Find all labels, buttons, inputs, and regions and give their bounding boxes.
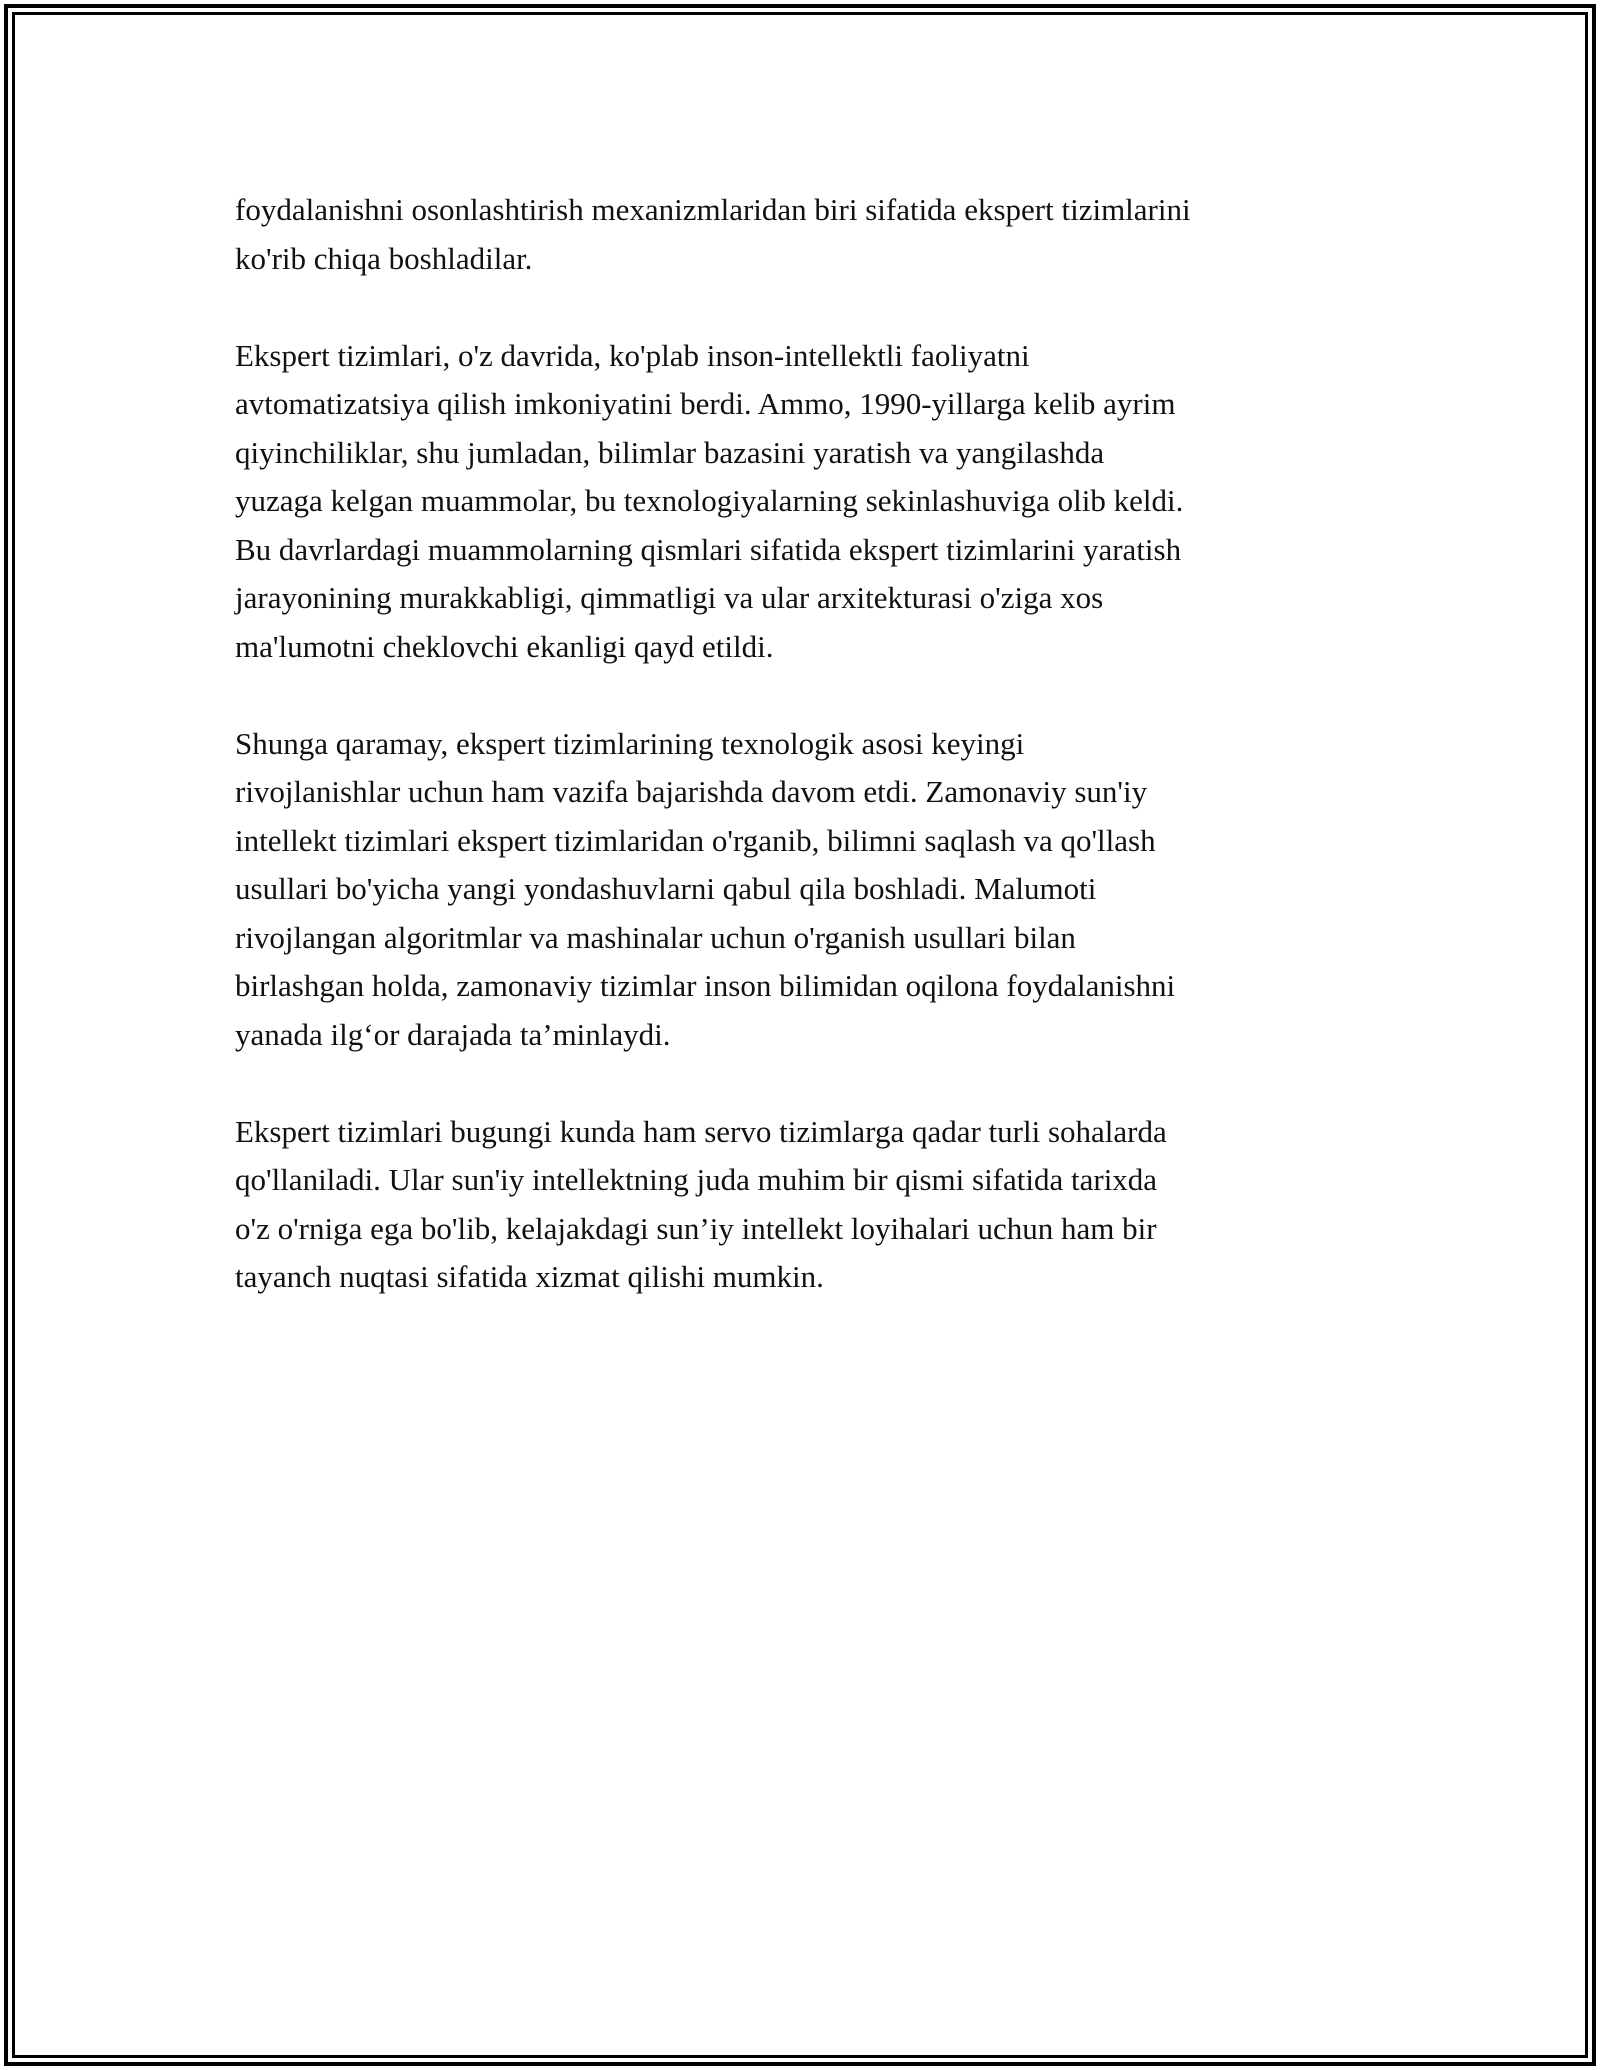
document-body <box>235 186 1385 1350</box>
paragraph: Ekspert tizimlari bugungi kunda ham servo tizimlarga qadar turli sohalarda qo'llaniladi. Ular sun'iy intellektning juda muhim bir qismi sifatida tarixda o'z o'rniga ega bo'lib, kelajakdagi sun’iy intellekt loyihalari uchun ham bir tayanch nuqtasi sifatida xizmat qilishi mumkin. <box>235 1113 1167 1294</box>
paragraph: Ekspert tizimlari, o'z davrida, ko'plab inson-intellektli faoliyatni avtomatizatsiya qilish imkoniyatini berdi. Ammo, 1990-yillarga kelib ayrim qiyinchiliklar, shu jumladan, bilimlar bazasini yaratish va yangilashda yuzaga kelgan muammolar, bu texnologiyalarning sekinlashuviga olib keldi. Bu davrlardagi muammolarning qismlari sifatida ekspert tizimlarini yaratish jarayonining murakkabligi, qimmatligi va ular arxitekturasi o'ziga xos ma'lumotni cheklovchi ekanligi qayd etildi. <box>235 337 1184 664</box>
paragraph: Shunga qaramay, ekspert tizimlarining texnologik asosi keyingi rivojlanishlar uchun ham vazifa bajarishda davom etdi. Zamonaviy sun'iy intellekt tizimlari ekspert tizimlaridan o'rganib, bilimni saqlash va qo'llash usullari bo'yicha yangi yondashuvlarni qabul qila boshladi. Malumoti rivojlangan algoritmlar va mashinalar uchun o'rganish usullari bilan birlashgan holda, zamonaviy tizimlar inson bilimidan oqilona foydalanishni yanada ilg‘or darajada ta’minlaydi. <box>235 725 1176 1052</box>
paragraph: foydalanishni osonlashtirish mexanizmlaridan biri sifatida ekspert tizimlarini ko'rib chiqa boshladilar. <box>235 192 1191 276</box>
